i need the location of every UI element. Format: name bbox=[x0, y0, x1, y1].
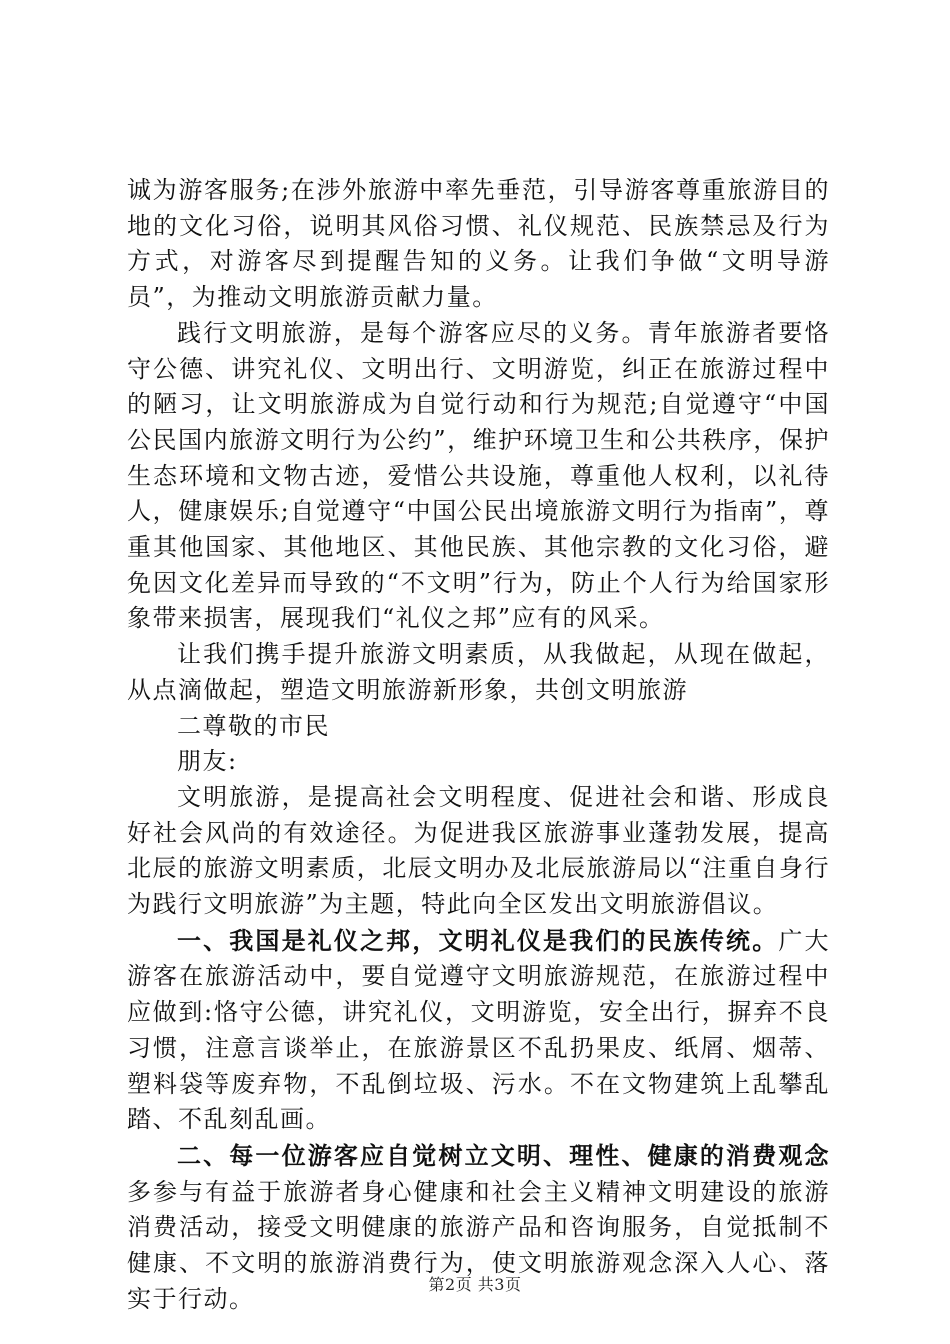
page-number-label: 第2页 共3页 bbox=[428, 1275, 522, 1294]
paragraph-7-lead: 一、我国是礼仪之邦，文明礼仪是我们的民族传统。 bbox=[177, 925, 779, 955]
salutation-text: 朋友: bbox=[177, 747, 238, 776]
paragraph-8-text: 多参与有益于旅游者身心健康和社会主义精神文明建设的旅游消费活动，接受文明健康的旅游产品和咨询服务，自觉抵制不健康、不文明的旅游消费行为，使文明旅游观念深入人心、落实于行动。 bbox=[127, 1177, 830, 1313]
paragraph-1 bbox=[127, 173, 830, 316]
paragraph-3-text: 让我们携手提升旅游文明素质，从我做起，从现在做起，从点滴做起，塑造文明旅游新形象，共创文明旅游 bbox=[127, 640, 830, 704]
paragraph-6-text: 文明旅游，是提高社会文明程度、促进社会和谐、形成良好社会风尚的有效途径。为促进我区旅游事业蓬勃发展，提高北辰的旅游文明素质，北辰文明办及北辰旅游局以“注重自身行为践行文明旅游”为主题，特此向全区发出文明旅游倡议。 bbox=[127, 782, 830, 919]
salutation bbox=[127, 744, 830, 780]
paragraph-8-lead: 二、每一位游客应自觉树立文明、理性、健康的消费观念 bbox=[177, 1140, 830, 1170]
paragraph-6 bbox=[127, 780, 830, 923]
section-heading-2 bbox=[127, 709, 830, 745]
page-footer bbox=[0, 1272, 950, 1295]
paragraph-3 bbox=[127, 637, 830, 708]
document-body bbox=[127, 173, 830, 1318]
paragraph-2 bbox=[127, 316, 830, 637]
paragraph-7-text: 广大游客在旅游活动中，要自觉遵守文明旅游规范，在旅游过程中应做到:恪守公德，讲究礼仪，文明游览，安全出行，摒弃不良习惯，注意言谈举止，在旅游景区不乱扔果皮、纸屑、烟蒂、塑料袋等废弃物，不乱倒垃圾、污水。不在文物建筑上乱攀乱踏、不乱刻乱画。 bbox=[127, 926, 831, 1134]
paragraph-7 bbox=[127, 923, 830, 1138]
section-heading-2-text: 二尊敬的市民 bbox=[177, 711, 330, 740]
paragraph-2-text: 践行文明旅游，是每个游客应尽的义务。青年旅游者要恪守公德、讲究礼仪、文明出行、文明游览，纠正在旅游过程中的陋习，让文明旅游成为自觉行动和行为规范;自觉遵守“中国公民国内旅游文明行为公约”，维护环境卫生和公共秩序，保护生态环境和文物古迹，爱惜公共设施，尊重他人权利，以礼待人，健康娱乐;自觉遵守“中国公民出境旅游文明行为指南”，尊重其他国家、其他地区、其他民族、其他宗教的文化习俗，避免因文化差异而导致的“不文明”行为，防止个人行为给国家形象带来损害，展现我们“礼仪之邦”应有的风采。 bbox=[127, 318, 830, 633]
paragraph-1-text: 诚为游客服务;在涉外旅游中率先垂范，引导游客尊重旅游目的地的文化习俗，说明其风俗习惯、礼仪规范、民族禁忌及行为方式，对游客尽到提醒告知的义务。让我们争做“文明导游员”，为推动文明旅游贡献力量。 bbox=[127, 176, 830, 312]
